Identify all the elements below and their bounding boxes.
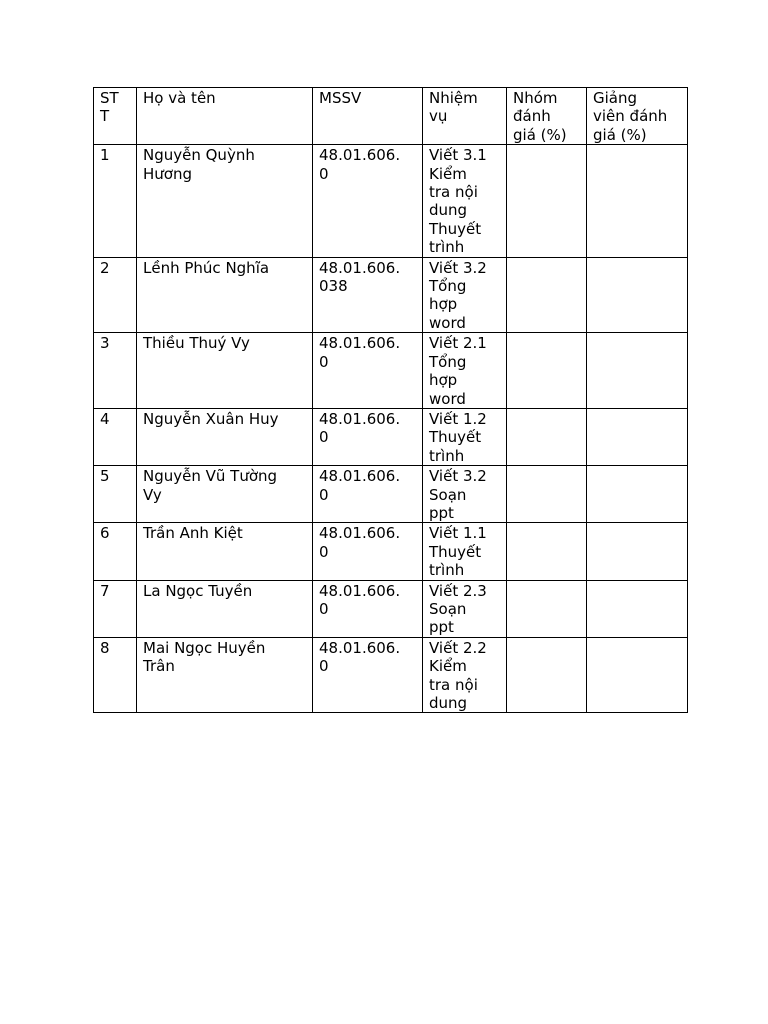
stt-value: 8 <box>100 638 110 657</box>
task-value: Viết 2.2 Kiểm tra nội dung <box>429 638 487 712</box>
table-row <box>94 637 688 713</box>
cell-lecturer-eval <box>587 408 688 465</box>
cell-stt <box>94 257 137 333</box>
cell-stt <box>94 637 137 713</box>
table-row <box>94 257 688 333</box>
task-value: Viết 3.1 Kiểm tra nội dung Thuyết trình <box>429 146 487 257</box>
cell-name <box>137 408 313 465</box>
member-task-table <box>93 87 688 713</box>
stt-value: 6 <box>100 524 110 543</box>
cell-lecturer-eval <box>587 333 688 409</box>
cell-stt <box>94 466 137 523</box>
table-row <box>94 580 688 637</box>
header-mssv: MSSV <box>319 89 362 107</box>
cell-mssv <box>313 523 423 580</box>
task-value: Viết 1.2 Thuyết trình <box>429 409 487 465</box>
name-value: Trần Anh Kiệt <box>143 524 243 543</box>
header-cell-mssv <box>313 88 423 145</box>
stt-value: 7 <box>100 581 110 600</box>
cell-name <box>137 523 313 580</box>
name-value: Nguyễn Vũ Tường Vy <box>143 467 278 504</box>
mssv-value: 48.01.606. 0 <box>319 409 401 447</box>
mssv-value: 48.01.606. 0 <box>319 524 401 561</box>
cell-task <box>423 333 507 409</box>
cell-lecturer-eval <box>587 466 688 523</box>
name-value: Thiều Thuý Vy <box>143 334 250 353</box>
mssv-value: 48.01.606. 0 <box>319 581 401 618</box>
cell-mssv <box>313 333 423 409</box>
header-task: Nhiệm vụ <box>429 89 478 126</box>
mssv-value: 48.01.606. 0 <box>319 146 401 183</box>
cell-lecturer-eval <box>587 637 688 713</box>
cell-task <box>423 466 507 523</box>
header-cell-name <box>137 88 313 145</box>
table-row <box>94 523 688 580</box>
task-value: Viết 1.1 Thuyết trình <box>429 524 487 580</box>
cell-name <box>137 333 313 409</box>
stt-value: 2 <box>100 258 110 277</box>
header-name: Họ và tên <box>143 89 216 107</box>
name-value: Lềnh Phúc Nghĩa <box>143 258 270 277</box>
stt-value: 5 <box>100 467 110 486</box>
cell-group-eval <box>507 637 587 713</box>
cell-task <box>423 257 507 333</box>
header-group-eval: Nhóm đánh giá (%) <box>513 89 567 144</box>
stt-value: 3 <box>100 334 110 353</box>
cell-stt <box>94 580 137 637</box>
cell-stt <box>94 333 137 409</box>
task-value: Viết 2.1 Tổng hợp word <box>429 334 487 408</box>
cell-mssv <box>313 580 423 637</box>
name-value: Mai Ngọc Huyền Trân <box>143 638 266 676</box>
table-row <box>94 408 688 465</box>
cell-stt <box>94 145 137 257</box>
cell-group-eval <box>507 145 587 257</box>
cell-stt <box>94 523 137 580</box>
mssv-value: 48.01.606. 038 <box>319 258 401 296</box>
task-value: Viết 3.2 Soạn ppt <box>429 467 487 522</box>
cell-group-eval <box>507 333 587 409</box>
cell-lecturer-eval <box>587 580 688 637</box>
cell-group-eval <box>507 408 587 465</box>
cell-task <box>423 637 507 713</box>
table-row <box>94 466 688 523</box>
cell-lecturer-eval <box>587 257 688 333</box>
header-cell-task <box>423 88 507 145</box>
cell-group-eval <box>507 466 587 523</box>
table-header-row <box>94 88 688 145</box>
cell-name <box>137 145 313 257</box>
cell-group-eval <box>507 580 587 637</box>
cell-name <box>137 637 313 713</box>
header-cell-stt <box>94 88 137 145</box>
mssv-value: 48.01.606. 0 <box>319 334 401 371</box>
cell-task <box>423 580 507 637</box>
cell-group-eval <box>507 257 587 333</box>
cell-task <box>423 408 507 465</box>
mssv-value: 48.01.606. 0 <box>319 467 401 504</box>
cell-stt <box>94 408 137 465</box>
stt-value: 4 <box>100 409 110 428</box>
task-value: Viết 2.3 Soạn ppt <box>429 581 487 637</box>
cell-mssv <box>313 408 423 465</box>
cell-lecturer-eval <box>587 523 688 580</box>
cell-lecturer-eval <box>587 145 688 257</box>
header-stt: ST T <box>100 89 119 126</box>
name-value: Nguyễn Quỳnh Hương <box>143 146 255 183</box>
cell-name <box>137 580 313 637</box>
cell-name <box>137 466 313 523</box>
stt-value: 1 <box>100 146 110 165</box>
task-value: Viết 3.2 Tổng hợp word <box>429 258 487 332</box>
name-value: Nguyễn Xuân Huy <box>143 409 279 428</box>
cell-mssv <box>313 466 423 523</box>
cell-task <box>423 523 507 580</box>
table-row <box>94 333 688 409</box>
header-cell-lecturer-eval <box>587 88 688 145</box>
cell-name <box>137 257 313 333</box>
mssv-value: 48.01.606. 0 <box>319 638 401 676</box>
table-row <box>94 145 688 257</box>
cell-group-eval <box>507 523 587 580</box>
name-value: La Ngọc Tuyền <box>143 581 253 600</box>
header-lecturer-eval: Giảng viên đánh giá (%) <box>593 89 668 144</box>
cell-mssv <box>313 145 423 257</box>
cell-task <box>423 145 507 257</box>
header-cell-group-eval <box>507 88 587 145</box>
cell-mssv <box>313 637 423 713</box>
cell-mssv <box>313 257 423 333</box>
